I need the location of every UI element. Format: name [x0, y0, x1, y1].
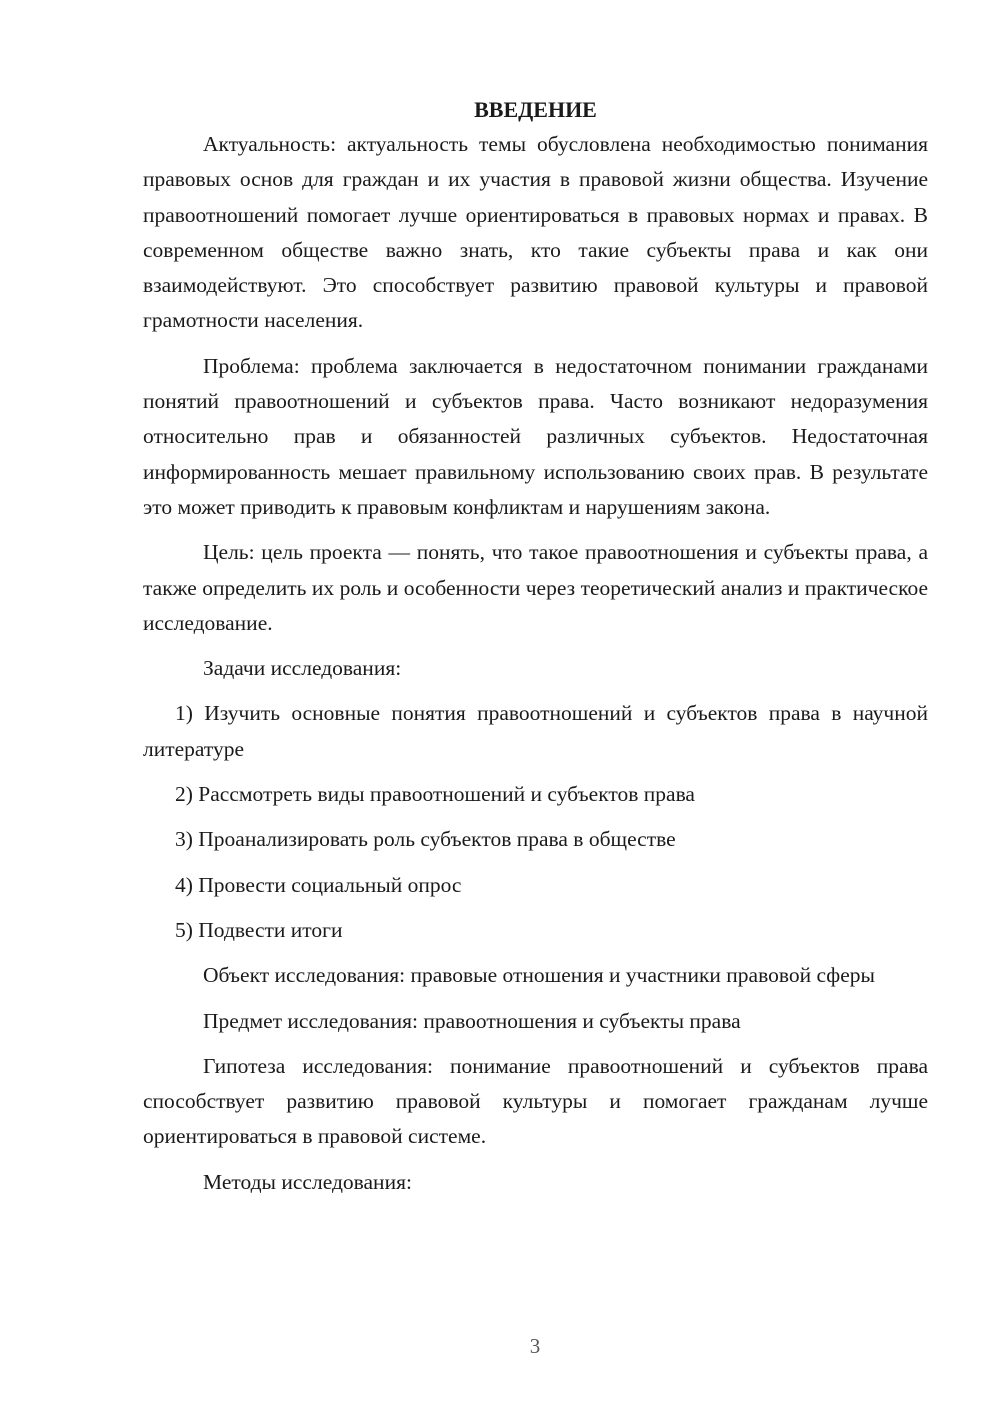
page-number: 3 [529, 1334, 541, 1358]
paragraph-hypothesis: Гипотеза исследования: понимание правоотношений и субъектов права способствует развитию правовой культуры и помогает гражданам лучше ориентироваться в правовой системе. [143, 1053, 928, 1149]
paragraph-problem: Проблема: проблема заключается в недостаточном понимании гражданами понятий правоотношений и субъектов права. Часто возникают недоразумения относительно прав и обязанностей различных субъектов. Недостаточная информированность мешает правильному использованию своих прав. В результате это может приводить к правовым конфликтам и нарушениям закона. [143, 353, 928, 519]
page-title: ВВЕДЕНИЕ [474, 97, 597, 122]
paragraph-goal: Цель: цель проекта — понять, что такое правоотношения и субъекты права, а также определить их роль и особенности через теоретический анализ и практическое исследование. [143, 540, 928, 635]
task-item-1: 1) Изучить основные понятия правоотношений и субъектов права в научной литературе [143, 701, 928, 761]
paragraph-relevance: Актуальность: актуальность темы обусловлена необходимостью понимания правовых основ для граждан и их участия в правовой жизни общества. Изучение правоотношений помогает лучше ориентироваться в правовых нормах и правах. В современном обществе важно знать, кто такие субъекты права и как они взаимодействуют. Это способствует развитию правовой культуры и правовой грамотности населения. [143, 132, 928, 333]
task-item-2: 2) Рассмотреть виды правоотношений и субъектов права [175, 782, 695, 807]
task-item-5: 5) Подвести итоги [175, 917, 343, 942]
paragraph-object: Объект исследования: правовые отношения и участники правовой сферы [203, 963, 875, 988]
task-item-3: 3) Проанализировать роль субъектов права в обществе [175, 827, 676, 852]
task-item-4: 4) Провести социальный опрос [175, 872, 462, 897]
paragraph-subject: Предмет исследования: правоотношения и субъекты права [203, 1008, 741, 1033]
paragraph-methods: Методы исследования: [203, 1169, 412, 1194]
document-page [143, 92, 928, 1210]
paragraph-tasks-heading: Задачи исследования: [203, 656, 402, 681]
